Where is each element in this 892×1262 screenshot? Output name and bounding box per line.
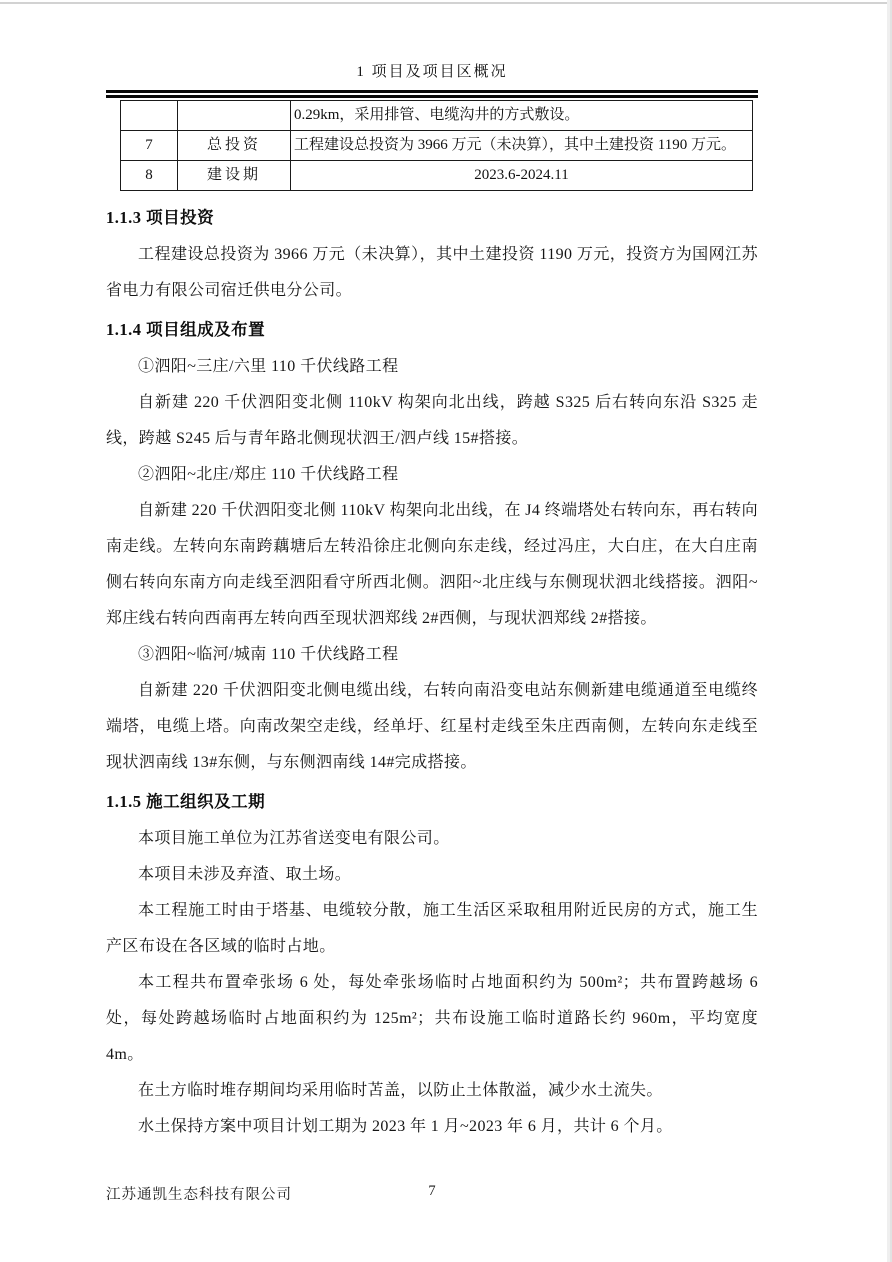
table-row-construction-period [121, 161, 753, 191]
cell-row-no: 7 [121, 131, 178, 161]
cell-row-no [121, 101, 178, 131]
cell-row-content: 工程建设总投资为 3966 万元（未决算），其中土建投资 1190 万元。 [291, 131, 753, 161]
paragraph-line-2-title: ②泗阳~北庄/郑庄 110 千伏线路工程 [138, 466, 399, 483]
summary-table [120, 100, 753, 191]
page-header-title: 1 项目及项目区概况 [356, 64, 508, 80]
table-row-continuation [121, 101, 753, 131]
cell-row-content: 0.29km，采用排管、电缆沟井的方式敷设。 [291, 101, 753, 131]
paragraph-temporary-land-use: 本工程共布置牵张场 6 处，每处牵张场临时占地面积约为 500m²；共布置跨越场 6 处，每处跨越场临时占地面积约为 125m²；共布设施工临时道路长约 960m，平均宽度 4m。 [106, 974, 758, 1063]
heading-1-1-3-project-investment: 1.1.3 项目投资 [106, 208, 215, 227]
paragraph-line-2-route: 自新建 220 千伏泗阳变北侧 110kV 构架向北出线，在 J4 终端塔处右转向东，再右转向南走线。左转向东南跨藕塘后左转沿徐庄北侧向东走线，经过冯庄，大白庄，在大白庄南侧右转向东南方向走线至泗阳看守所西北侧。泗阳~北庄线与东侧现状泗北线搭接。泗阳~郑庄线右转向西南再左转向西至现状泗郑线 2#西侧，与现状泗郑线 2#搭接。 [106, 502, 758, 627]
paragraph-no-spoil-sites: 本项目未涉及弃渣、取土场。 [138, 866, 352, 883]
cell-row-label: 建设期 [178, 161, 291, 191]
header-double-rule [106, 90, 758, 98]
cell-row-no: 8 [121, 161, 178, 191]
paragraph-soil-cover-measures: 在土方临时堆存期间均采用临时苫盖，以防止土体散溢，减少水土流失。 [138, 1082, 663, 1099]
paragraph-construction-unit: 本项目施工单位为江苏省送变电有限公司。 [138, 830, 450, 847]
paragraph-construction-living-area: 本工程施工时由于塔基、电缆较分散，施工生活区采取租用附近民房的方式，施工生产区布设在各区域的临时占地。 [106, 902, 758, 955]
paragraph-planned-schedule: 水土保持方案中项目计划工期为 2023 年 1 月~2023 年 6 月，共计 6 个月。 [138, 1118, 673, 1135]
page-content [106, 0, 758, 1145]
table-row-total-investment [121, 131, 753, 161]
footer-page-number: 7 [428, 1183, 436, 1199]
paragraph-line-1-title: ①泗阳~三庄/六里 110 千伏线路工程 [138, 358, 399, 375]
footer-company-name: 江苏通凯生态科技有限公司 [106, 1187, 292, 1203]
heading-1-1-4-project-composition: 1.1.4 项目组成及布置 [106, 320, 266, 339]
cell-row-label [178, 101, 291, 131]
cell-row-content: 2023.6-2024.11 [291, 161, 753, 191]
cell-row-label: 总投资 [178, 131, 291, 161]
paragraph-investment-summary: 工程建设总投资为 3966 万元（未决算），其中土建投资 1190 万元，投资方为国网江苏省电力有限公司宿迁供电分公司。 [106, 246, 758, 299]
document-body [106, 204, 758, 1145]
heading-1-1-5-construction-organization: 1.1.5 施工组织及工期 [106, 792, 266, 811]
paragraph-line-3-title: ③泗阳~临河/城南 110 千伏线路工程 [138, 646, 399, 663]
paragraph-line-3-route: 自新建 220 千伏泗阳变北侧电缆出线，右转向南沿变电站东侧新建电缆通道至电缆终端塔，电缆上塔。向南改架空走线，经单圩、红星村走线至朱庄西南侧，左转向东走线至现状泗南线 13#东侧，与东侧泗南线 14#完成搭接。 [106, 682, 758, 771]
paragraph-line-1-route: 自新建 220 千伏泗阳变北侧 110kV 构架向北出线，跨越 S325 后右转向东沿 S325 走线，跨越 S245 后与青年路北侧现状泗王/泗卢线 15#搭接。 [106, 394, 758, 447]
